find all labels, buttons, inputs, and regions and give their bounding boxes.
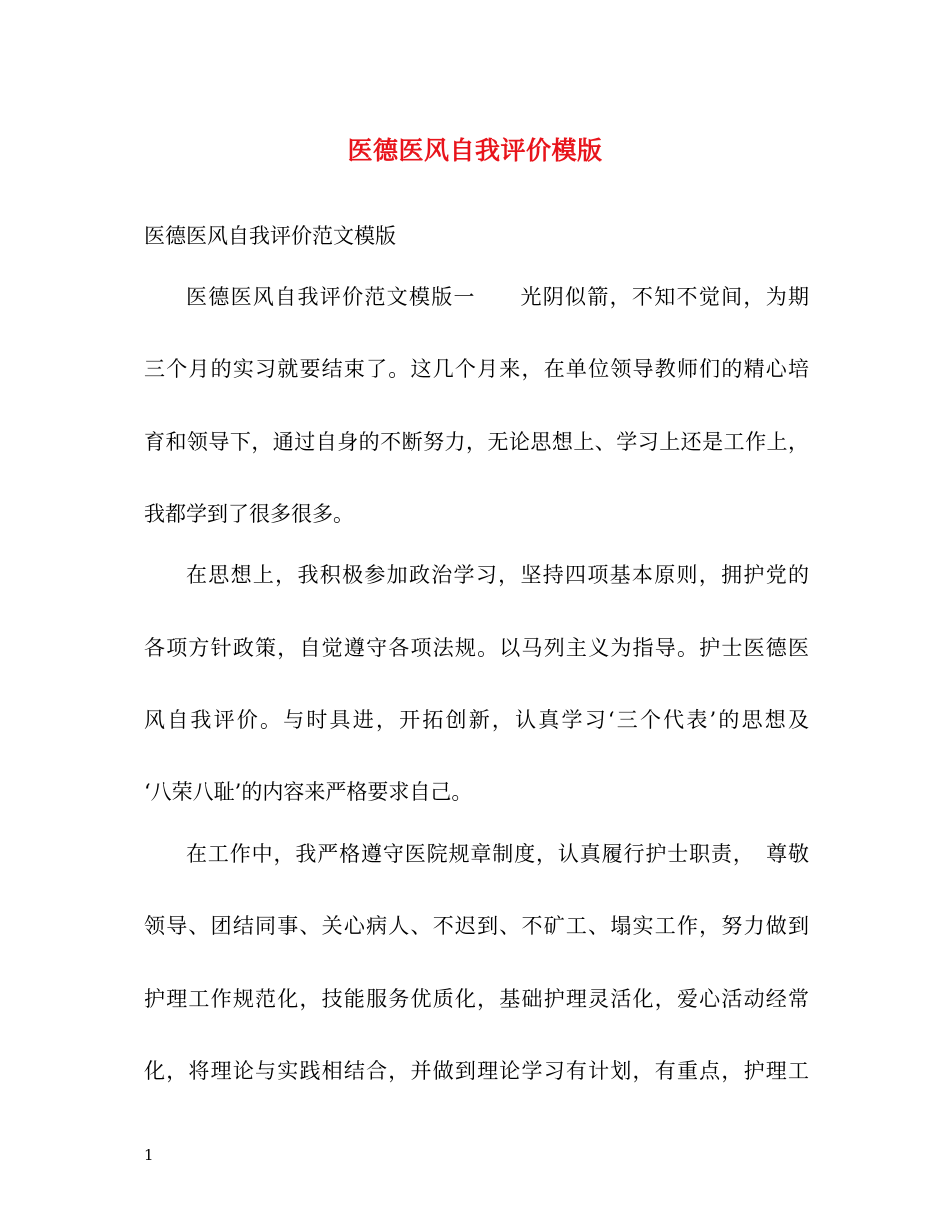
paragraph-line: 化，将理论与实践相结合，并做到理论学习有计划，有重点，护理工 [144,1059,809,1083]
paragraph-line: 各项方针政策，自觉遵守各项法规。以马列主义为指导。护士医德医 [144,636,809,660]
page-number: 1 [144,1146,154,1164]
paragraph-line: 领导、团结同事、关心病人、不迟到、不矿工、塌实工作，努力做到 [144,914,809,938]
paragraph-line: 我都学到了很多很多。 [144,502,354,526]
paragraph-line: 护理工作规范化，技能服务优质化，基础护理灵活化，爱心活动经常 [144,987,809,1011]
paragraph-line: 医德医风自我评价范文模版一 光阴似箭，不知不觉间，为期 [186,285,809,309]
paragraph-line: 育和领导下，通过自身的不断努力，无论思想上、学习上还是工作上， [144,430,809,454]
document-subtitle: 医德医风自我评价范文模版 [144,224,396,248]
paragraph-line: 在工作中，我严格遵守医院规章制度，认真履行护士职责， 尊敬 [186,842,809,866]
paragraph-line: 三个月的实习就要结束了。这几个月来，在单位领导教师们的精心培 [144,357,809,381]
paragraph-line: ‘八荣八耻’的内容来严格要求自己。 [144,780,473,804]
paragraph-line: 风自我评价。与时具进，开拓创新，认真学习‘三个代表’的思想及 [144,708,809,732]
document-title: 医德医风自我评价模版 [347,136,603,165]
paragraph-line: 在思想上，我积极参加政治学习，坚持四项基本原则，拥护党的 [186,563,809,587]
